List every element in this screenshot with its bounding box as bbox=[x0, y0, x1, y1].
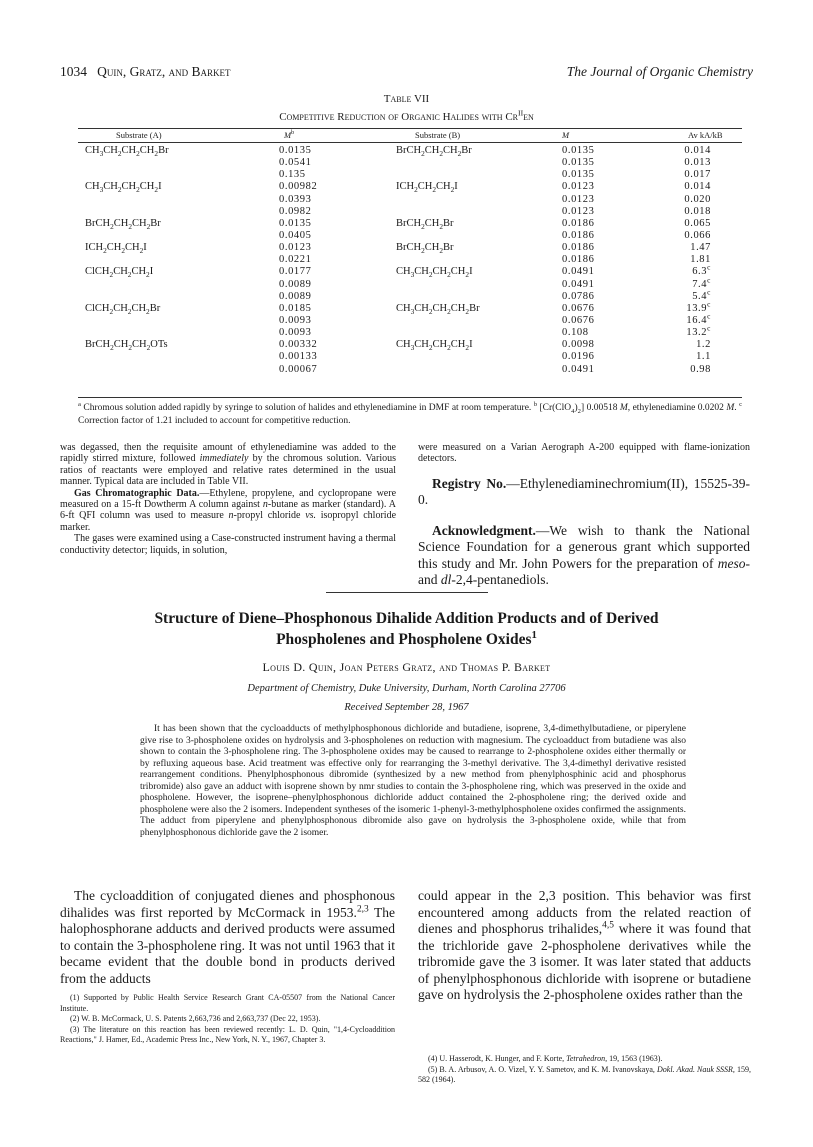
table-row bbox=[0, 206, 813, 218]
paragraph: Gas Chromatographic Data.—Ethylene, propylene, and cyclopropane were measured on a 15-ft Dowtherm A column against n-butane as marker (standard). A 6-ft QFI column was used to measure n-propyl chloride vs. isopropyl chloride marker. bbox=[60, 487, 397, 533]
column-header-m-b: M bbox=[562, 130, 570, 140]
body-text-right: could appear in the 2,3 position. This behavior was first encountered among adducts from the related reaction of dienes and phosphorus trihalides,$^{4,5}$ where it was found that the trichloride gave 2-phospholene derivatives while the tribromide gave the 3 isomer. It was later stated that adducts of phenylphosphonous dichloride with isoprene or butadiene gave on hydrolysis the 2-phospholene oxides rather than the bbox=[418, 888, 751, 1002]
footnote: (3) The literature on this reaction has been reviewed recently: L. D. Quin, "1,4-Cycloaddition Reactions," J. Hamer, Ed., Academic Press Inc., New York, N. Y., 1967, Chapter 3. bbox=[60, 1024, 395, 1044]
article-authors: Louis D. Quin, Joan Peters Gratz, and Thomas P. Barket bbox=[262, 660, 551, 674]
rate-ratio-cell: 0.98 bbox=[690, 363, 711, 375]
table-title: Table VII bbox=[383, 93, 430, 105]
table-footnotes: $^a$ Chromous solution added rapidly by syringe to solution of halides and ethylenediamine in DMF at room temperature. $^b$ $[Cr(ClO_4)_2]$ 0.00518 M, ethylenediamine 0.0202 M. $^c$ Correction factor of 1.21 included to account for competitive reduction. bbox=[78, 400, 743, 426]
table-row bbox=[0, 323, 813, 339]
molarity-b-cell: 0.0676 bbox=[562, 302, 595, 314]
table-row bbox=[0, 242, 813, 254]
table-row bbox=[0, 287, 813, 303]
table-caption: Competitive Reduction of Organic Halides with $Cr^{II}en$ bbox=[279, 108, 534, 123]
table-row bbox=[0, 194, 813, 206]
molarity-a-cell: 0.00332 bbox=[279, 339, 318, 351]
molarity-a-cell: 0.0393 bbox=[279, 193, 312, 205]
substrate-b-cell: $BrCH_2CH_2Br$ bbox=[396, 242, 454, 256]
molarity-a-cell: 0.0405 bbox=[279, 229, 312, 241]
molarity-b-cell: 0.0098 bbox=[562, 339, 595, 351]
molarity-b-cell: 0.0135 bbox=[562, 157, 595, 169]
molarity-b-cell: 0.0786 bbox=[562, 290, 595, 302]
table-row bbox=[0, 299, 813, 316]
header-authors: Quin, Gratz, and Barket bbox=[97, 64, 231, 79]
molarity-a-cell: 0.0089 bbox=[279, 290, 312, 302]
column-header-substrate-b: Substrate (B) bbox=[415, 130, 461, 140]
molarity-b-cell: 0.0196 bbox=[562, 351, 595, 363]
page-number: 1034 bbox=[60, 64, 87, 79]
acknowledgment: Acknowledgment.—We wish to thank the National Science Foundation for a generous grant which supported this study and Mr. John Powers for the preparation of meso- and dl-2,4-pentanediols. bbox=[418, 522, 750, 588]
rate-ratio-cell: 0.066 bbox=[684, 229, 711, 241]
table-body bbox=[0, 145, 813, 376]
molarity-b-cell: 0.0135 bbox=[562, 145, 595, 156]
molarity-a-cell: 0.00133 bbox=[279, 351, 318, 363]
molarity-a-cell: 0.0093 bbox=[279, 327, 312, 339]
molarity-a-cell: 0.0093 bbox=[279, 314, 312, 326]
received-date: Received September 28, 1967 bbox=[344, 702, 469, 713]
table-row bbox=[0, 230, 813, 242]
table-row bbox=[0, 311, 813, 327]
rate-ratio-cell: 13.2$^c$ bbox=[686, 323, 711, 339]
affiliation: Department of Chemistry, Duke University, Durham, North Carolina 27706 bbox=[247, 683, 566, 694]
molarity-a-cell: 0.0135 bbox=[279, 217, 312, 229]
table-row bbox=[0, 364, 813, 376]
body-text-left: The cycloaddition of conjugated dienes and phosphonous dihalides was first reported by McCormack in 1953.$^{2,3}$ The halophosphorane adducts and derived products were assumed to contain the 3-phospholene ring. It was not until 1963 that it became evident that the double bond in products derived from the adducts bbox=[60, 888, 395, 986]
footnote: (1) Supported by Public Health Service Research Grant CA-05507 from the National Cancer Institute. bbox=[60, 993, 395, 1013]
molarity-a-cell: 0.0982 bbox=[279, 205, 312, 217]
molarity-b-cell: 0.0186 bbox=[562, 254, 595, 266]
rate-ratio-cell: 0.065 bbox=[684, 217, 711, 229]
footnotes-left bbox=[60, 993, 395, 1046]
rate-ratio-cell: 1.81 bbox=[690, 254, 711, 266]
table-row bbox=[0, 169, 813, 181]
molarity-a-cell: 0.0089 bbox=[279, 278, 312, 290]
table-row bbox=[0, 275, 813, 291]
paragraph: were measured on a Varian Aerograph A-200 equipped with flame-ionization detectors. bbox=[418, 442, 750, 465]
experimental-text-right bbox=[418, 442, 750, 589]
rate-ratio-cell: 13.9$^c$ bbox=[686, 299, 711, 314]
table-row bbox=[0, 262, 813, 280]
paragraph: The gases were examined using a Case-constructed instrument having a thermal conductivity detector; liquids, in solution, bbox=[60, 533, 396, 556]
molarity-b-cell: 0.0491 bbox=[562, 278, 595, 290]
header-journal: The Journal of Organic Chemistry bbox=[566, 64, 753, 79]
substrate-a-cell: $CH_3CH_2CH_2CH_2Br$ bbox=[85, 145, 169, 159]
table-row bbox=[0, 351, 813, 363]
molarity-b-cell: 0.0123 bbox=[562, 181, 595, 193]
molarity-a-cell: 0.00067 bbox=[279, 363, 318, 375]
rate-ratio-cell: 1.1 bbox=[696, 351, 711, 363]
substrate-b-cell: $CH_3CH_2CH_2CH_2I$ bbox=[396, 266, 473, 280]
table-rule-top bbox=[78, 128, 742, 129]
rate-ratio-cell: 1.47 bbox=[690, 242, 711, 254]
substrate-a-cell: $ClCH_2CH_2CH_2I$ bbox=[85, 266, 154, 280]
molarity-a-cell: 0.0123 bbox=[279, 242, 312, 254]
substrate-a-cell: $ICH_2CH_2CH_2I$ bbox=[85, 242, 147, 256]
molarity-b-cell: 0.0123 bbox=[562, 193, 595, 205]
molarity-a-cell: 0.0177 bbox=[279, 266, 312, 278]
table-footnote-a: Chromous solution added rapidly by syringe to solution of halides and ethylenediamine in DMF at room temperature. bbox=[83, 403, 532, 413]
table-footnote-b: $[Cr(ClO_4)_2]$ 0.00518 M, ethylenediamine 0.0202 M. bbox=[539, 403, 737, 415]
rate-ratio-cell: 0.014 bbox=[684, 145, 711, 156]
molarity-a-cell: 0.0221 bbox=[279, 254, 312, 266]
table-rule-header bbox=[78, 142, 742, 143]
molarity-a-cell: 0.135 bbox=[279, 169, 306, 181]
molarity-b-cell: 0.108 bbox=[562, 327, 589, 339]
section-divider bbox=[326, 592, 488, 593]
substrate-a-cell: $ClCH_2CH_2CH_2Br$ bbox=[85, 302, 161, 316]
rate-ratio-cell: 0.018 bbox=[684, 205, 711, 217]
rate-ratio-cell: 16.4$^c$ bbox=[686, 311, 711, 326]
column-header-m-a: $M^b$ bbox=[284, 130, 295, 140]
footnote: (4) U. Hasserodt, K. Hunger, and F. Korte, Tetrahedron, 19, 1563 (1963). bbox=[428, 1054, 663, 1063]
substrate-a-cell: $CH_3CH_2CH_2CH_2I$ bbox=[85, 181, 162, 195]
abstract: It has been shown that the cycloadducts of methylphosphonous dichloride and butadiene, isoprene, 3,4-dimethylbutadiene, or piperylene give rise to 3-phospholene oxides on hydrolysis and 3-phospholenes on reduction with magnesium. The cycloadduct from butadiene was also shown to contain the 3-phospholene ring. The 3-phospholene oxides may be caused to rearrange to 2-phospholene oxides either thermally or by refluxing aqueous base. Acid treatment was effective only for rearranging the 3-methyl derivative. The 3,4-dimethyl derivative resisted rearrangement conditions. Phenylphosphonous dibromide (synthesized by a new method from phenylphosphinic acid and phosphorus tribromide) also gave an adduct with isoprene shown by nmr studies to contain the 3-phospholene ring, which was preserved in the oxide and phospholene. However, the isoprene–phenylphosphonous dichloride adduct contained the 2-phospholene ring; the derived oxide and phospholene were also the 2 isomers. Independent syntheses of the isomeric 1-phenyl-3-methylphospholene oxides confirmed the assignments. The adduct from piperylene and phenylphosphonous dibromide also gave on hydrolysis the 3-phospholene oxide, while that from phenylphosphonous dichloride gave the 2 isomer. bbox=[140, 724, 686, 838]
molarity-b-cell: 0.0491 bbox=[562, 266, 595, 278]
article-title: Structure of Diene–Phosphonous Dihalide Addition Products and of Derived Phospholenes and Phospholene Oxides$^1$ bbox=[154, 610, 659, 648]
table-row bbox=[0, 145, 813, 157]
substrate-b-cell: $CH_3CH_2CH_2CH_2I$ bbox=[396, 339, 473, 353]
rate-ratio-cell: 0.014 bbox=[684, 181, 711, 193]
substrate-a-cell: $BrCH_2CH_2CH_2Br$ bbox=[85, 217, 161, 231]
table-row bbox=[0, 339, 813, 351]
footnote: (5) B. A. Arbusov, A. O. Vizel, Y. Y. Sametov, and K. M. Ivanovskaya, Dokl. Akad. Nauk SSSR, 159, 582 (1964). bbox=[418, 1064, 752, 1084]
substrate-a-cell: $BrCH_2CH_2CH_2OTs$ bbox=[85, 339, 168, 353]
paragraph: was degassed, then the requisite amount of ethylenediamine was added to the rapidly stirred mixture, followed immediately by the chromous solution. Various ratios of reactants were employed and relative rates determined in the usual manner. Typical data are included in Table VII. bbox=[60, 442, 396, 488]
running-header-left bbox=[60, 64, 231, 80]
molarity-a-cell: 0.0135 bbox=[279, 145, 312, 156]
rate-ratio-cell: 0.017 bbox=[684, 169, 711, 181]
molarity-b-cell: 0.0186 bbox=[562, 229, 595, 241]
rate-ratio-cell: 1.2 bbox=[696, 339, 711, 351]
column-header-av-ratio: Av kA/kB bbox=[688, 130, 723, 140]
substrate-b-cell: $BrCH_2CH_2CH_2Br$ bbox=[396, 145, 472, 159]
table-row bbox=[0, 254, 813, 266]
molarity-b-cell: 0.0186 bbox=[562, 217, 595, 229]
molarity-a-cell: 0.0541 bbox=[279, 157, 312, 169]
rate-ratio-cell: 7.4$^c$ bbox=[692, 275, 711, 290]
table-row bbox=[0, 181, 813, 193]
rate-ratio-cell: 0.020 bbox=[684, 193, 711, 205]
molarity-b-cell: 0.0186 bbox=[562, 242, 595, 254]
rate-ratio-cell: 0.013 bbox=[684, 157, 711, 169]
table-row bbox=[0, 218, 813, 230]
table-rule-bottom bbox=[78, 397, 742, 398]
footnotes-right bbox=[418, 1054, 751, 1086]
registry-numbers: Registry No.—Ethylenediaminechromium(II), 15525-39-0. bbox=[418, 475, 751, 508]
table-row bbox=[0, 157, 813, 169]
rate-ratio-cell: 6.3$^c$ bbox=[692, 262, 711, 278]
molarity-a-cell: 0.0185 bbox=[279, 302, 312, 314]
substrate-b-cell: $ICH_2CH_2CH_2I$ bbox=[396, 181, 458, 195]
substrate-b-cell: $BrCH_2CH_2Br$ bbox=[396, 217, 454, 231]
experimental-text-left bbox=[60, 442, 396, 556]
molarity-a-cell: 0.00982 bbox=[279, 181, 318, 193]
molarity-b-cell: 0.0676 bbox=[562, 314, 595, 326]
molarity-b-cell: 0.0135 bbox=[562, 169, 595, 181]
substrate-b-cell: $CH_3CH_2CH_2CH_2Br$ bbox=[396, 302, 480, 316]
molarity-b-cell: 0.0491 bbox=[562, 363, 595, 375]
table-footnote-c: Correction factor of 1.21 included to account for competitive reduction. bbox=[78, 415, 351, 426]
column-header-substrate-a: Substrate (A) bbox=[116, 130, 162, 140]
rate-ratio-cell: 5.4$^c$ bbox=[692, 287, 711, 302]
footnote: (2) W. B. McCormack, U. S. Patents 2,663,736 and 2,663,737 (Dec 22, 1953). bbox=[70, 1014, 321, 1023]
molarity-b-cell: 0.0123 bbox=[562, 205, 595, 217]
